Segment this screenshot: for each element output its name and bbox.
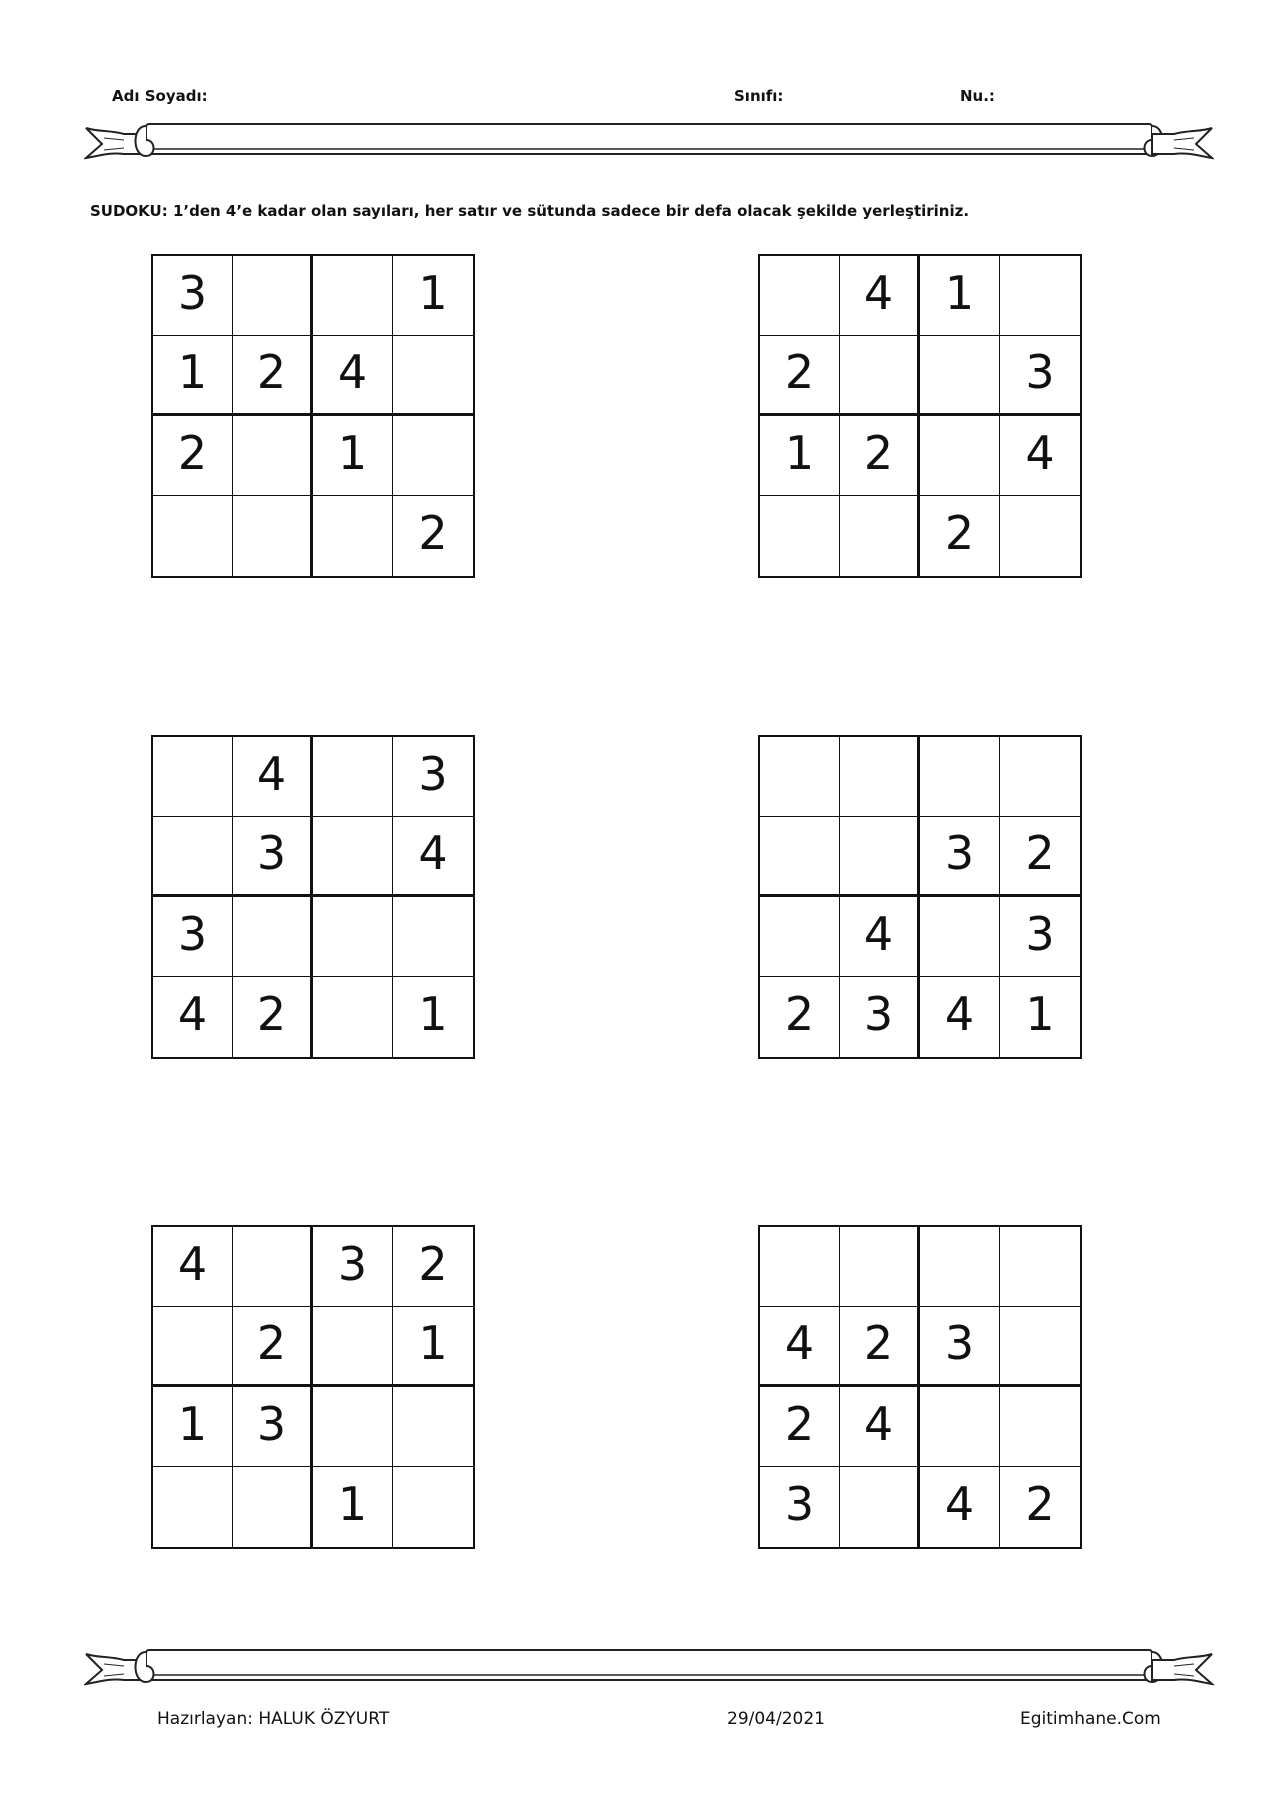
- sudoku-cell: 3: [233, 1387, 313, 1467]
- author-credit: Hazırlayan: HALUK ÖZYURT: [157, 1709, 390, 1729]
- sudoku-grid-5: [151, 1225, 475, 1549]
- sudoku-cell: 4: [840, 1387, 920, 1467]
- sudoku-cell: 1: [760, 416, 840, 496]
- sudoku-grid-2: [758, 254, 1082, 578]
- sudoku-cell: 1: [418, 987, 448, 1041]
- sudoku-cell: [840, 737, 920, 817]
- sudoku-cell: [313, 977, 393, 1057]
- sudoku-cell: 2: [920, 496, 1000, 576]
- sudoku-cell: 4: [840, 256, 920, 336]
- sudoku-cell: 4: [920, 1467, 1000, 1547]
- sudoku-cell: [233, 897, 313, 977]
- sudoku-cell: 2: [1025, 1477, 1055, 1531]
- sudoku-cell: [233, 1467, 313, 1547]
- sudoku-cell: [920, 897, 1000, 977]
- sudoku-cell: 2: [1000, 817, 1080, 897]
- sudoku-cell: 2: [153, 416, 233, 496]
- sudoku-cell: 3: [920, 1307, 1000, 1387]
- sudoku-cell: 4: [920, 977, 1000, 1057]
- sudoku-cell: 4: [153, 977, 233, 1057]
- sudoku-cell: 1: [313, 416, 393, 496]
- sudoku-cell: 4: [153, 1227, 233, 1307]
- sudoku-cell: [920, 737, 1000, 817]
- sudoku-cell: [1000, 737, 1080, 817]
- sudoku-cell: [760, 817, 840, 897]
- sudoku-cell: 3: [153, 256, 233, 336]
- sudoku-cell: [920, 336, 1000, 416]
- sudoku-cell: [920, 416, 1000, 496]
- sudoku-cell: 2: [760, 1387, 840, 1467]
- sudoku-cell: [233, 1227, 313, 1307]
- sudoku-cell: [1000, 496, 1080, 576]
- sudoku-cell: [760, 496, 840, 576]
- sudoku-cell: 4: [313, 336, 393, 416]
- sudoku-cell: 4: [393, 817, 473, 897]
- sudoku-cell: 2: [233, 336, 313, 416]
- sudoku-cell: [393, 1387, 473, 1467]
- sudoku-cell: [393, 416, 473, 496]
- sudoku-cell: [840, 1227, 920, 1307]
- sudoku-cell: 3: [1000, 897, 1080, 977]
- sudoku-cell: 4: [233, 737, 313, 817]
- sudoku-cell: [153, 737, 233, 817]
- scroll-banner-bottom: [84, 1644, 1214, 1688]
- sudoku-cell: 2: [760, 977, 840, 1057]
- sudoku-cell: 3: [153, 897, 233, 977]
- sudoku-cell: [393, 1467, 473, 1547]
- sudoku-cell: 2: [233, 977, 313, 1057]
- sudoku-cell: 3: [920, 817, 1000, 897]
- sudoku-cell: 4: [760, 1307, 840, 1387]
- sudoku-grid-1: [151, 254, 475, 578]
- sudoku-cell: [233, 496, 313, 576]
- sudoku-cell: 1: [313, 1467, 393, 1547]
- sudoku-cell: [313, 1307, 393, 1387]
- sudoku-cell: 4: [1000, 416, 1080, 496]
- sudoku-cell: 3: [393, 737, 473, 817]
- sudoku-cell: 3: [840, 977, 920, 1057]
- instructions-text: SUDOKU: 1’den 4’e kadar olan sayıları, her satır ve sütunda sadece bir defa olacak şekilde yerleştiriniz.: [90, 202, 970, 220]
- scroll-banner-top: [84, 118, 1214, 162]
- sudoku-cell: [840, 817, 920, 897]
- sudoku-cell: [920, 1227, 1000, 1307]
- sudoku-cell: 1: [1025, 987, 1055, 1041]
- sudoku-cell: 2: [393, 1227, 473, 1307]
- sudoku-cell: 1: [920, 256, 1000, 336]
- sudoku-grid-3: [151, 735, 475, 1059]
- sudoku-cell: [393, 336, 473, 416]
- sudoku-cell: [1000, 256, 1080, 336]
- sudoku-cell: [313, 1387, 393, 1467]
- number-label: Nu.:: [960, 87, 995, 105]
- sudoku-cell: [840, 1467, 920, 1547]
- sudoku-cell: 3: [233, 817, 313, 897]
- sudoku-cell: [1000, 1227, 1080, 1307]
- sudoku-cell: [760, 256, 840, 336]
- site-name: Egitimhane.Com: [1020, 1709, 1161, 1729]
- sudoku-cell: [840, 496, 920, 576]
- sudoku-cell: 3: [760, 1467, 840, 1547]
- sudoku-cell: [840, 336, 920, 416]
- sudoku-cell: [233, 416, 313, 496]
- sudoku-cell: 2: [418, 506, 448, 560]
- sudoku-cell: 2: [760, 336, 840, 416]
- sudoku-cell: 3: [1000, 336, 1080, 416]
- class-label: Sınıfı:: [734, 87, 784, 105]
- sudoku-cell: 3: [313, 1227, 393, 1307]
- sudoku-cell: 2: [840, 1307, 920, 1387]
- sudoku-cell: [153, 496, 233, 576]
- sudoku-cell: 2: [840, 416, 920, 496]
- sudoku-cell: [760, 897, 840, 977]
- sudoku-cell: [1000, 1387, 1080, 1467]
- sudoku-cell: [313, 256, 393, 336]
- sudoku-cell: [153, 1307, 233, 1387]
- sudoku-cell: 1: [393, 256, 473, 336]
- sudoku-cell: [920, 1387, 1000, 1467]
- sudoku-cell: 1: [393, 1307, 473, 1387]
- sudoku-cell: 4: [840, 897, 920, 977]
- sudoku-cell: 2: [233, 1307, 313, 1387]
- sudoku-cell: [313, 737, 393, 817]
- sudoku-cell: [760, 1227, 840, 1307]
- date-text: 29/04/2021: [727, 1709, 825, 1729]
- sudoku-cell: [153, 817, 233, 897]
- name-label: Adı Soyadı:: [112, 87, 208, 105]
- sudoku-cell: [1000, 1307, 1080, 1387]
- sudoku-cell: [393, 897, 473, 977]
- sudoku-cell: [233, 256, 313, 336]
- sudoku-cell: [313, 817, 393, 897]
- sudoku-grid-4: [758, 735, 1082, 1059]
- sudoku-cell: [313, 897, 393, 977]
- sudoku-cell: 1: [153, 336, 233, 416]
- sudoku-cell: [760, 737, 840, 817]
- sudoku-cell: 1: [153, 1387, 233, 1467]
- sudoku-cell: [153, 1467, 233, 1547]
- sudoku-grid-6: [758, 1225, 1082, 1549]
- sudoku-cell: [313, 496, 393, 576]
